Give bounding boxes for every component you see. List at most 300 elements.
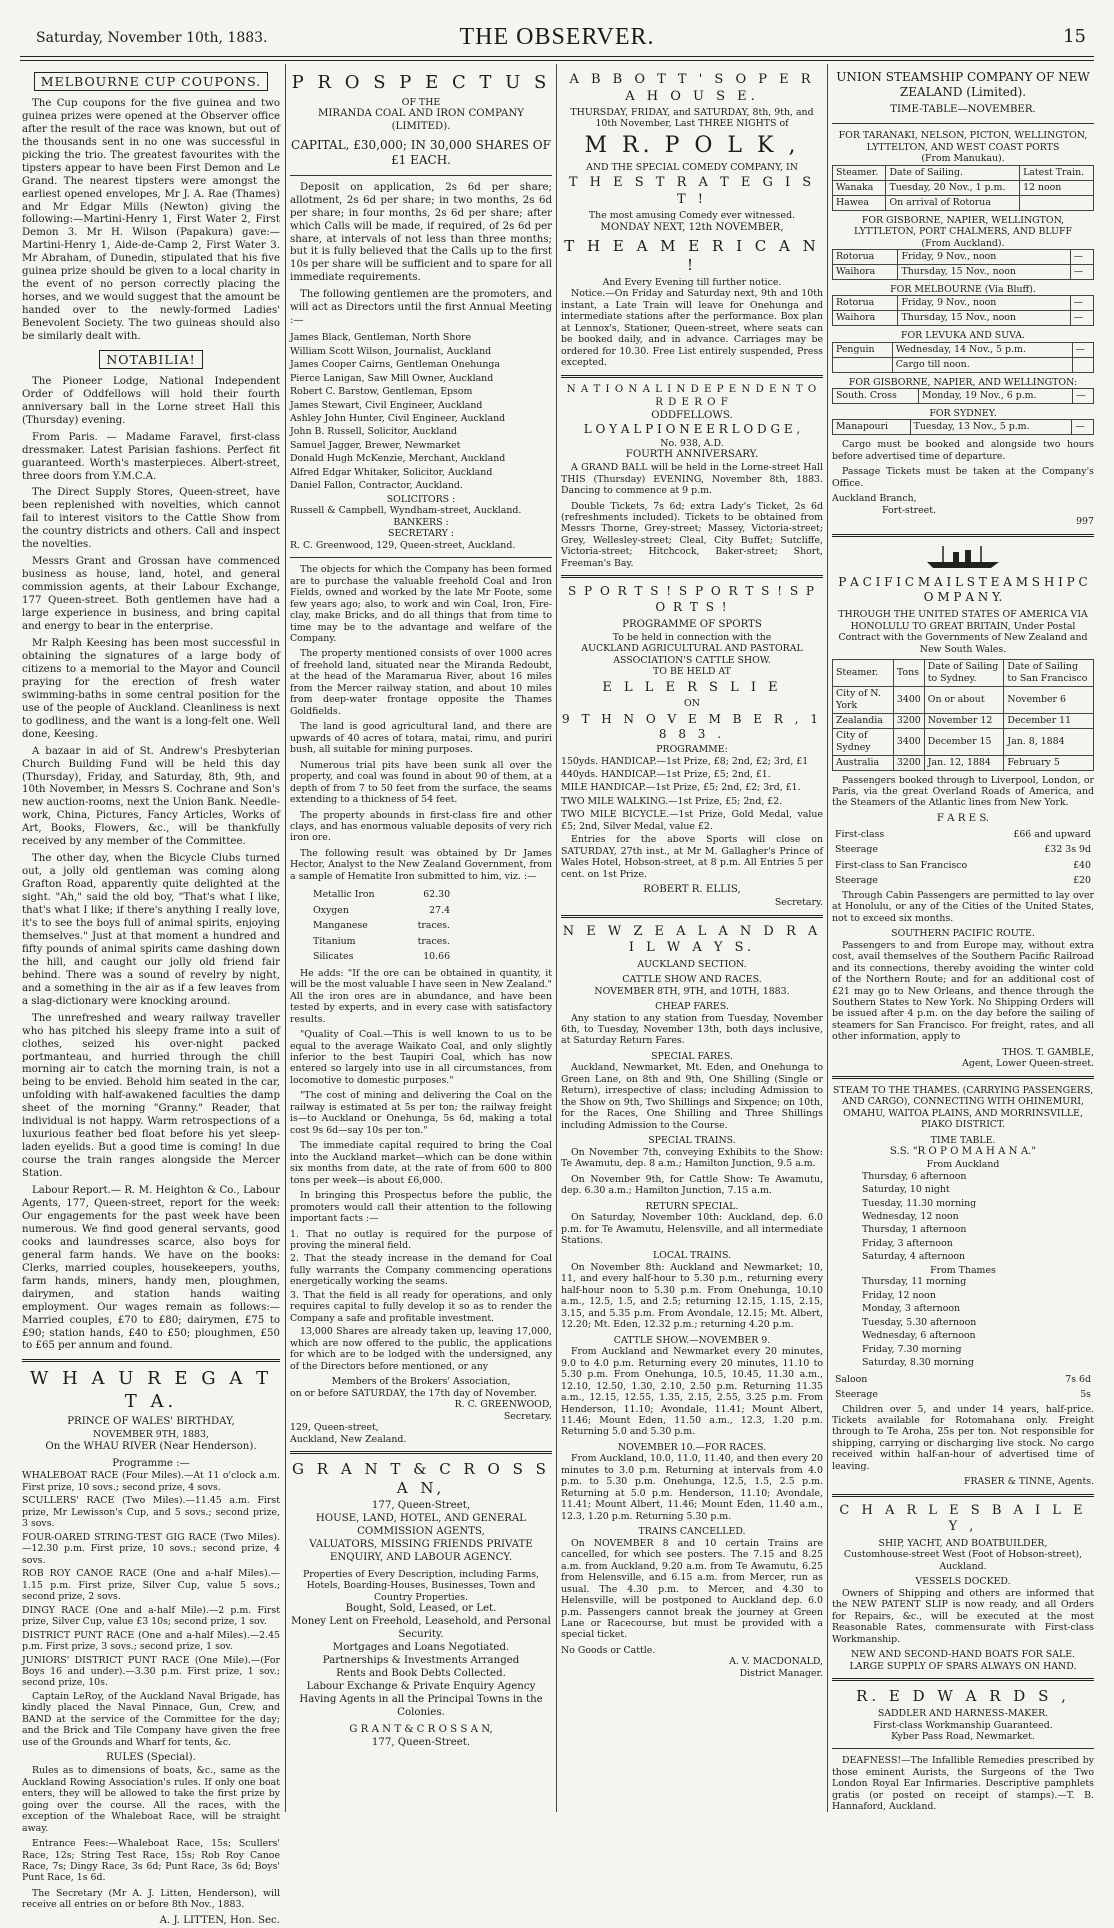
- cargo-note: Cargo must be booked and alongside two hours before advertised time of departure.: [832, 439, 1094, 462]
- promoter-item: Ashley John Hunter, Civil Engineer, Auckland: [290, 413, 506, 424]
- whau-regatta-title: W H A U R E G A T T A.: [29, 1368, 273, 1413]
- promoter-item: James Cooper Cairns, Gentleman Onehunga: [290, 359, 500, 371]
- connection-line: To be held in connection with the: [612, 631, 772, 643]
- fare-row: [834, 874, 1092, 887]
- gc-line: Having Agents in all the Principal Towns in the Colonies.: [299, 1693, 543, 1718]
- table-cell: Thursday, 15 Nov., noon: [898, 311, 1070, 326]
- sailing-row: [833, 420, 1094, 435]
- cancelled-text: On NOVEMBER 8 and 10 certain Trains are cancelled, for which see posters. The 7.15 and 8.25 a.m. from Auckland, 9.20 a.m. from Te Awamutu, 6.25 from Helensville, and 6.15 a.m. from Mercer, run as usual. The 4.30 p.m. to Mercer, and 4.30 to Helensville, will be postponed to Auckland dep. 6.0 p.m. Passengers cannot break the journey at Green Lane or Racecourse, but must be provided with a special ticket.: [561, 1537, 823, 1641]
- table-cell: Wednesday, 14 Nov., 5 p.m.: [892, 342, 1072, 357]
- sports-event-item: TWO MILE BICYCLE.—1st Prize, Gold Medal, value £5; 2nd, Silver Medal, value £2.: [561, 809, 823, 832]
- sailing-row: [833, 357, 1094, 372]
- abbott-dates: THURSDAY, FRIDAY, and SATURDAY, 8th, 9th, and 10th November, Last THREE NIGHTS of: [570, 107, 814, 130]
- bailey-address: Customhouse-street West (Foot of Hobson-street), Auckland.: [843, 1549, 1083, 1572]
- race-item: SCULLERS' RACE (Two Miles).—11.45 a.m. First prize, Mr Lewisson's Cup, and 5 sovs.; second prize, 3 sovs.: [22, 1495, 280, 1530]
- table-cell: Cargo till noon.: [892, 357, 1072, 372]
- analysis-element: Silicates: [313, 951, 354, 963]
- analysis-table: [310, 886, 453, 965]
- thames-steam-ad: STEAM TO THE THAMES. (CARRYING PASSENGERS, AND CARGO), CONNECTING WITH OHINEMURI, OMAHU, WAITOA PLAINS, AND MORRINSVILLE, PIAKO DISTRICT.: [832, 1084, 1094, 1131]
- table-cell: Friday, 9 Nov., noon: [898, 296, 1070, 311]
- cattle-nov9-text: From Auckland and Newmarket every 20 minutes, 9.0 to 4.0 p.m. Returning every 20 minutes, 11.10 to 5.30 p.m. From Onehunga, 10.5, 10.45, 11.30 a.m., 12.10, 12.50, 1.30, 2.10, 2.50 p.m. Returning 11.35 a.m., 12.15, 12.55, 1.35, 2.15, 2.55, 3.25 p.m. From Henderson, 11.10; Avondale, 11.41; Mount Albert, 11.46; Mount Eden, 11.50 a.m., 12.3, 1.20 p.m. Returning 5.0 and 5.30 p.m.: [561, 1346, 823, 1438]
- secretary-label: SECRETARY :: [388, 528, 454, 540]
- prospectus-of: OF THE: [401, 96, 441, 108]
- programme-label-sports: PROGRAMME:: [656, 744, 728, 756]
- notabilia-item: The unrefreshed and weary railway traveller who has pitched his sleepy frame into a suit of clothes, seized his over-night packed portmanteau, and hurried through the chill morning air to catch the morning train, is not a being to be envied. Behold him seated in the car, unfolding with half-awakened faculties the damp sheet of the morning "Granny." Reader, that individual is not happy. Warm retrospections of a luxurious feather bed float before his yet sleep-laden eyelids. But a good time is coming! In due course the train ranges alongside the Mercer Station.: [22, 1012, 280, 1180]
- programme-sports: PROGRAMME OF SPORTS: [622, 618, 762, 630]
- analysis-value: 62.30: [423, 889, 451, 901]
- fare-value: £40: [1073, 859, 1091, 871]
- special-fares-text: Auckland, Newmarket, Mt. Eden, and Onehunga to Green Lane, on 8th and 9th, One Shilling (Single or Return), irrespective of class; including Admission to the Show on 9th, Two Shillings and Sixpence; on 10th, for the Races, One Shilling and Three Shillings including Admission to the Course.: [561, 1062, 823, 1131]
- page-number: 15: [1063, 26, 1086, 47]
- ellerslie: E L L E R S L I E: [602, 679, 782, 695]
- ball-text: A GRAND BALL will be held in the Lorne-street Hall THIS (Thursday) EVENING, November 8th, 1883. Dancing to commence at 9 p.m.: [561, 462, 823, 497]
- table-header-cell: Date of Sailing to Sydney.: [924, 660, 1004, 687]
- sailing-row: [833, 250, 1094, 265]
- auckland-section: AUCKLAND SECTION.: [637, 958, 747, 970]
- pacific-row: [833, 713, 1094, 728]
- fireclay-text: The property abounds in first-class fire and other clays, and has enormous valuable deposits of very rich iron ore.: [290, 809, 552, 844]
- from-manukau: (From Manukau).: [921, 153, 1005, 165]
- macdonald-title: District Manager.: [739, 1667, 823, 1679]
- schedule-item: Thursday, 11 morning: [862, 1276, 967, 1288]
- fare-value: £20: [1073, 875, 1091, 887]
- column-2: [290, 70, 552, 1812]
- column-3: [561, 70, 823, 1812]
- lodge-number: No. 938, A.D.: [660, 437, 724, 449]
- ad-number: 997: [1076, 516, 1094, 528]
- passage-note: Passage Tickets must be taken at the Company's Office.: [832, 466, 1094, 489]
- cancelled-heading: TRAINS CANCELLED.: [638, 1526, 746, 1538]
- table-cell: November 12: [924, 713, 1004, 728]
- secretary-note: The Secretary (Mr A. J. Litten, Henderson), will receive all entries on or before 8th Nov., 1883.: [22, 1887, 280, 1911]
- quality-text: "Quality of Coal.—This is well known to us to be equal to the average Waikato Coal, and only slightly inferior to the best Taupiri Coal, which has now entered so largely into use in all circumstances, from locomotive to domestic purposes.": [290, 1029, 552, 1086]
- table-header-cell: Date of Sailing.: [886, 165, 1020, 180]
- bailey-trade: SHIP, YACHT, AND BOATBUILDER,: [878, 1537, 1048, 1549]
- fourth-anniversary: FOURTH ANNIVERSARY.: [625, 449, 759, 461]
- local-trains-heading: LOCAL TRAINS.: [652, 1250, 732, 1262]
- table-cell: —: [1070, 250, 1093, 265]
- fact-item: 2. That the steady increase in the demand for Coal fully warrants the Company commencing operations energetically working the seams.: [290, 1253, 552, 1288]
- race-item: ROB ROY CANOE RACE (One and a-half Miles).—1.15 p.m. First prize, Silver Cup, value 5 sovs.; second prize, 2 sovs.: [22, 1568, 280, 1603]
- table-cell: —: [1070, 264, 1093, 279]
- rules-heading: RULES (Special).: [106, 1752, 196, 1764]
- table-cell: Thursday, 15 Nov., noon: [898, 264, 1070, 279]
- column-divider: [285, 64, 286, 1812]
- ropomahana-title: S.S. "R O P O M A H A N A.": [889, 1146, 1037, 1158]
- gc-signature-address: 177, Queen-Street.: [371, 1736, 471, 1748]
- solicitors-label: SOLICITORS :: [386, 493, 456, 505]
- prospectus-address: 129, Queen-street, Auckland, New Zealand.: [290, 1422, 407, 1445]
- column-divider: [556, 64, 557, 1812]
- schedule-item: Saturday, 4 afternoon: [862, 1251, 966, 1263]
- sports-events: [561, 756, 823, 833]
- gc-line: Bought, Sold, Leased, or Let.: [345, 1603, 497, 1615]
- table-cell: Jan. 8, 1884: [1004, 728, 1094, 755]
- taranaki-route: FOR TARANAKI, NELSON, PICTON, WELLINGTON, LYTTELTON, AND WEST COAST PORTS: [838, 130, 1088, 153]
- saloon-fares: [832, 1371, 1094, 1404]
- fares-heading: F A R E S.: [936, 812, 990, 824]
- table-cell: —: [1072, 420, 1094, 435]
- time-table-label: TIME TABLE.: [930, 1134, 996, 1146]
- strategist-title: T H E S T R A T E G I S T !: [568, 175, 816, 207]
- fare-value: 7s 6d: [1065, 1373, 1091, 1385]
- spars-line: LARGE SUPPLY OF SPARS ALWAYS ON HAND.: [849, 1660, 1077, 1672]
- cup-coupons-text: The Cup coupons for the five guinea and two guinea prizes were opened at the Observer office after the result of the race was known, but out of the thousands sent in no one was successful in picking the trio. The greatest favourites with the tipsters appear to have been First Demon and Le Grand. The nearest tipsters were amongst the earliest opened envelopes, Mr J. A. Rae (Thames) and Mr Edgar Mills (Newton) giving the following:—Martini-Henry 1, First Water 2, First Demon 3. Mr H. Wilson (Papakura) gave:—Martini-Henry 1, Aide-de-Camp 2, First Water 3. Mr Abraham, of Dunedin, stipulated that his five guinea prize should be given to a local charity in the event of no person correctly placing the horses, and we would suggest that the amount be handed over to the newly-formed Ladies' Benevolent Society. The two guineas should also be similarly dealt with.: [22, 97, 280, 343]
- analysis-row: [312, 950, 451, 963]
- gisborne-napier-route: FOR GISBORNE, NAPIER, AND WELLINGTON:: [848, 376, 1078, 388]
- grant-crossan-title: G R A N T & C R O S S A N,: [292, 1459, 550, 1498]
- to-be-held: TO BE HELD AT: [653, 666, 731, 678]
- pacific-row: [833, 686, 1094, 713]
- special-train-1: On November 7th, conveying Exhibits to the Show: Te Awamutu, dep. 8 a.m.; Hamilton Junction, 9.5 a.m.: [561, 1146, 823, 1170]
- amusing-line: The most amusing Comedy ever witnessed.: [588, 210, 796, 222]
- fraser-tinne: FRASER & TINNE, Agents.: [963, 1476, 1094, 1488]
- cattle-nov9-heading: CATTLE SHOW.—NOVEMBER 9.: [613, 1334, 771, 1346]
- table-cell: Hawea: [833, 195, 886, 210]
- schedule-item: Friday, 3 afternoon: [862, 1237, 953, 1249]
- southern-route-heading: SOUTHERN PACIFIC ROUTE.: [891, 928, 1035, 940]
- tickets-text: Double Tickets, 7s 6d; extra Lady's Ticket, 2s 6d (refreshments included). Tickets to be obtained from Messrs Thorne, Grey-street; Massey, Victoria-street; Grey, Wellesley-street; Cleal, City Buffet; Sutcliffe, Victoria-street; Hitchcock, Baker-street; Short, Freeman's Bay.: [561, 500, 823, 569]
- table-cell: Manapouri: [833, 420, 911, 435]
- southern-route-text: Passengers to and from Europe may, without extra cost, avail themselves of the Southern Pacific Railroad and its connections, thereby avoiding the winter cold of the Northern Route; and for an additional cost of £21 may go to New Orleans, and thence through the Southern States to New York. No Shipping Orders will be issued after 4 p.m. on the day before the sailing of steamers for San Francisco. For freight, rates, and all other information, apply to: [832, 939, 1094, 1043]
- edwards-guarantee: First-class Workmanship Guaranteed.: [873, 1719, 1053, 1731]
- property-text: The property mentioned consists of over 1000 acres of freehold land, situated near the Miranda Redoubt, at the head of the Maramarua River, about 16 miles from the Mercer railway station, and about 10 miles from deep-water frontage opposite the Thames Goldfields.: [290, 648, 552, 717]
- cattle-show-races: CATTLE SHOW AND RACES.: [622, 974, 762, 986]
- notabilia-item: The Direct Supply Stores, Queen-street, have been replenished with novelties, which cannot fail to interest visitors to the Cattle Show from the country districts and others. Call and inspect the novelties.: [22, 487, 280, 551]
- cheap-fares-heading: CHEAP FARES.: [655, 1001, 729, 1013]
- table-cell: 3200: [893, 755, 924, 770]
- masthead-title: THE OBSERVER.: [459, 24, 655, 50]
- whau-date: NOVEMBER 9TH, 1883,: [93, 1429, 209, 1441]
- table-cell: 3400: [893, 686, 924, 713]
- table-cell: On arrival of Rotorua: [886, 195, 1020, 210]
- table-cell: On or about: [924, 686, 1004, 713]
- table-cell: December 15: [924, 728, 1004, 755]
- whau-subtitle: PRINCE OF WALES' BIRTHDAY,: [67, 1416, 235, 1428]
- through-cabin-note: Through Cabin Passengers are permitted to lay over at Honolulu, or any of the Cities of the United States, not to exceed six months.: [832, 889, 1094, 924]
- schedule-item: Monday, 3 afternoon: [862, 1303, 961, 1315]
- fare-row: [834, 843, 1092, 856]
- promoter-item: Robert C. Barstow, Gentleman, Epsom: [290, 386, 473, 398]
- sailing-row: [833, 311, 1094, 326]
- bringing-text: In bringing this Prospectus before the public, the promoters would call their attention to the following important facts :—: [290, 1190, 552, 1225]
- table-cell: —: [1070, 296, 1093, 311]
- fare-label: Saloon: [835, 1373, 868, 1385]
- rules-text: Rules as to dimensions of boats, &c., same as the Auckland Rowing Association's rules. If only one boat enters, they will be allowed to take the first prize by going over the course. All the races, with the exception of the Whaleboat Race, will be straight away.: [22, 1765, 280, 1834]
- race-item: DISTRICT PUNT RACE (One and a-half Miles).—2.45 p.m. First prize, 3 sovs.; second prize, 1 sov.: [22, 1629, 280, 1653]
- table-cell: Rotorua: [833, 250, 898, 265]
- notabilia-heading: NOTABILIA!: [99, 350, 202, 369]
- macdonald-sig: A. V. MACDONALD,: [729, 1656, 823, 1668]
- race-item: FOUR-OARED STRING-TEST GIG RACE (Two Miles).—12.30 p.m. First prize, 10 sovs.; second prize, 4 sovs.: [22, 1531, 280, 1566]
- fare-label: First-class: [835, 828, 885, 840]
- charles-bailey-title: C H A R L E S B A I L E Y ,: [839, 1502, 1087, 1535]
- analysis-element: Metallic Iron: [313, 889, 375, 901]
- fact-item: 3. That the field is all ready for operations, and only requires capital to fully develop it so as to render the Company a safe and profitable investment.: [290, 1289, 552, 1324]
- sailing-row: [833, 342, 1094, 357]
- notabilia-item: A bazaar in aid of St. Andrew's Presbyterian Church Building Fund will be held this day (Thursday), Friday, and Saturday, 8th, 9th, and 10th November, in Messrs S. Cochrane and Son's new auction-rooms, next the Union Bank. Needle-work, China, Pictures, Fancy Articles, Works of Art, Books, Flowers, &c., will be thankfully received by any member of the Committee.: [22, 745, 280, 848]
- analysis-row: [312, 888, 451, 901]
- company-name: MIRANDA COAL AND IRON COMPANY: [317, 108, 525, 120]
- sailing-row: [833, 296, 1094, 311]
- table-cell: —: [1070, 311, 1093, 326]
- schedule-from-auckland: [832, 1171, 1094, 1263]
- table-cell: Friday, 9 Nov., noon: [898, 250, 1070, 265]
- cup-coupons-heading: MELBOURNE CUP COUPONS.: [34, 72, 268, 91]
- promoter-item: James Black, Gentleman, North Shore: [290, 332, 472, 344]
- edwards-address: Kyber Pass Road, Newmarket.: [891, 1730, 1035, 1742]
- gc-line: HOUSE, LAND, HOTEL, AND GENERAL COMMISSION AGENTS,: [315, 1513, 527, 1537]
- column-4: [832, 70, 1094, 1812]
- pacific-sailing-table: [832, 659, 1094, 771]
- table-cell: Tuesday, 20 Nov., 1 p.m.: [886, 180, 1020, 195]
- gamble-title: Agent, Lower Queen-street.: [962, 1058, 1094, 1070]
- notabilia-item: From Paris. — Madame Faravel, first-class dressmaker. Latest Parisian fashions. Perfect fit guaranteed. Worth's masterpieces. Albert-street, three doors from Y.M.C.A.: [22, 431, 280, 482]
- nz-railways-title: N E W Z E A L A N D R A I L W A Y S.: [562, 923, 822, 956]
- special-trains-heading: SPECIAL TRAINS.: [648, 1135, 736, 1147]
- fares-table: [832, 826, 1094, 890]
- schedule-item: Wednesday, 12 noon: [862, 1210, 959, 1222]
- prospectus-title: P R O S P E C T U S: [291, 72, 551, 93]
- local-trains-text: On November 8th: Auckland and Newmarket; 10, 11, and every half-hour to 5.30 p.m., returning every half-hour noon to 5.30 p.m. From Onehunga, 10.10 a.m., 12.5, 1.5, and 2.5; returning 12.15, 1.15, 2.15, 3.15, and 5.35 p.m. From Avondale, 12.15; Mt. Albert, 12.20; Mt. Eden, 12.32 p.m.; returning 4.20 p.m.: [561, 1261, 823, 1331]
- race-item: JUNIORS' DISTRICT PUNT RACE (One Mile).—(For Boys 16 and under).—3.30 p.m. First prize, 1 sov.; second prize, 10s.: [22, 1654, 280, 1689]
- mr-polk: M R. P O L K ,: [584, 132, 800, 158]
- promoter-item: Alfred Edgar Whitaker, Solicitor, Auckland: [290, 466, 493, 478]
- promoters-list: [290, 332, 552, 492]
- solicitors-value: Russell & Campbell, Wyndham-street, Auckland.: [290, 505, 522, 517]
- abbott-opera-title: A B B O T T ' S O P E R A H O U S E.: [569, 72, 815, 104]
- table-header-cell: Steamer.: [833, 165, 886, 180]
- company-limited: (LIMITED).: [391, 121, 451, 133]
- fare-value: £66 and upward: [1013, 828, 1091, 840]
- issue-date: Saturday, November 10th, 1883.: [36, 30, 268, 46]
- analysis-value: 10.66: [423, 951, 451, 963]
- secretary-value: R. C. Greenwood, 129, Queen-street, Auckland.: [290, 539, 516, 551]
- fare-label: Steerage: [835, 844, 878, 856]
- schedule-item: Wednesday, 6 afternoon: [862, 1330, 976, 1342]
- sports-event-item: 440yds. HANDICAP.—1st Prize, £5; 2nd, £1.: [561, 769, 771, 781]
- table-cell: 12 noon: [1020, 180, 1094, 195]
- edwards-title: R. E D W A R D S ,: [856, 1686, 1070, 1705]
- oddfellows-order: N A T I O N A L I N D E P E N D E N T O R D E R O F: [566, 383, 818, 408]
- pacific-row: [833, 755, 1094, 770]
- race-list: [22, 1470, 280, 1688]
- table-cell: [1020, 195, 1094, 210]
- analysis-value: 27.4: [429, 904, 451, 916]
- hector-text: The following result was obtained by Dr James Hector, Analyst to the New Zealand Government, from a sample of Hematite Iron submitted to him, viz. :—: [290, 847, 552, 882]
- owners-text: Owners of Shipping and others are informed that the NEW PATENT SLIP is now ready, and all Orders for Repairs, &c., will be executed at the most Reasonable Rates, commensurate with First-class Workmanship.: [832, 1587, 1094, 1645]
- table-cell: —: [1073, 389, 1094, 404]
- nov10-heading: NOVEMBER 10.—FOR RACES.: [617, 1441, 767, 1453]
- notabilia-item: The Pioneer Lodge, National Independent Order of Oddfellows will hold their fourth anniversary ball in the Lorne street Hall this (Thursday) evening.: [22, 375, 280, 426]
- promoter-item: John B. Russell, Solicitor, Auckland: [290, 426, 458, 438]
- table-cell: 3200: [893, 713, 924, 728]
- table-header-cell: Date of Sailing to San Francisco: [1004, 660, 1094, 687]
- members-line: Members of the Brokers' Association,: [331, 1376, 511, 1388]
- notabilia-item: Mr Ralph Keesing has been most successful in obtaining the signatures of a large body of citizens to a memorial to the Mayor and Council praying for the erection of fresh water swimming-baths in some central position for the use of the people of Auckland. Cleanliness is next to godliness, and the want is a long-felt one. Well done, Keesing.: [22, 637, 280, 740]
- nov9-date: 9 T H N O V E M B E R , 1 8 8 3 .: [562, 711, 822, 741]
- fare-label: Steerage: [835, 875, 878, 887]
- melbourne-route: FOR MELBOURNE (Via Bluff).: [890, 283, 1036, 295]
- promoters-intro: The following gentlemen are the promoters, and will act as Directors until the first Annual Meeting :—: [290, 289, 552, 327]
- pits-text: Numerous trial pits have been sunk all over the property, and coal was found in about 90 of them, at a depth of from 7 to 50 feet from the surface, the seams extending to a thickness of 54 feet.: [290, 759, 552, 806]
- nov10-text: From Auckland, 10.0, 11.0, 11.40, and then every 20 minutes to 3.0 p.m. Returning at intervals from 4.0 p.m. to 5.30 p.m. Onehunga, 12.5, 1.5, 2.5 p.m. Returning at 5.0 p.m. Henderson, 11.10; Avondale, 11.41; Mount Albert, 11.46; Mount Eden, 11.40 a.m., 12.3, 1.20 p.m. Returning 5.30 p.m.: [561, 1453, 823, 1522]
- shares-text: 13,000 Shares are already taken up, leaving 17,000, which are now offered to the public, the applications for which are to be lodged with the undersigned, any of the Directors before mentioned, or any: [290, 1326, 552, 1372]
- gc-address: 177, Queen-Street,: [371, 1500, 471, 1512]
- saturday-line: on or before SATURDAY, the 17th day of November.: [290, 1387, 537, 1399]
- schedule-item: Saturday, 8.30 morning: [862, 1357, 974, 1369]
- return-special-text: On Saturday, November 10th: Auckland, dep. 6.0 p.m. for Te Awamutu, Helensville, and all intermediate Stations.: [561, 1212, 823, 1246]
- loyal-pioneer: L O Y A L P I O N E E R L O D G E ,: [583, 422, 801, 437]
- sailing-table: [832, 342, 1094, 373]
- schedule-item: Saturday, 10 night: [862, 1184, 950, 1196]
- schedule-item: Friday, 7.30 morning: [862, 1343, 962, 1355]
- abbott-notice: Notice.—On Friday and Saturday next, 9th and 10th instant, a Late Train will leave for Onehunga and intermediate stations after the performance. Box plan at Lennox's, Stationer, Queen-street, where seats can be booked daily, and in advance. Carriages may be ordered for 10.30. Free List entirely suspended, Press excepted.: [561, 288, 823, 369]
- table-cell: 3400: [893, 728, 924, 755]
- union-steamship-title: UNION STEAMSHIP COMPANY OF NEW ZEALAND (Limited).: [836, 70, 1090, 100]
- table-cell: Waihora: [833, 264, 898, 279]
- gc-line: Mortgages and Loans Negotiated.: [332, 1642, 510, 1654]
- promoter-item: William Scott Wilson, Journalist, Auckland: [290, 345, 492, 357]
- american-title: T H E A M E R I C A N !: [564, 236, 820, 274]
- analysis-row: [312, 919, 451, 932]
- table-cell: Monday, 19 Nov., 6 p.m.: [919, 389, 1073, 404]
- greenwood-title: Secretary.: [503, 1410, 552, 1422]
- deafness-ad: DEAFNESS!—The Infallible Remedies prescribed by those eminent Aurists, the Surgeons of the Two London Royal Ear Infirmaries. Descriptive pamphlets gratis (or posted on receipt of stamps).—T. B. Hannaford, Auckland.: [832, 1755, 1094, 1813]
- sailing-table: [832, 165, 1094, 211]
- whau-note: Captain LeRoy, of the Auckland Naval Brigade, has kindly placed the Naval Pinnace, Gun, Crew, and BAND at the service of the Committee for the day; and the Brick and Tile Company have given the free use of the Grounds and Wharf for tents, &c.: [22, 1690, 280, 1748]
- ellis-sig: ROBERT R. ELLIS,: [643, 884, 741, 896]
- entries-text: Entries for the above Sports will close on SATURDAY, 27th inst., at Mr M. Gallagher's Prince of Wales Hotel, Hobson-street, at 8 p.m. All Entries 5 per cent. on 1st Prize.: [561, 834, 823, 880]
- header-rule: [20, 56, 1094, 57]
- column-1: [22, 70, 280, 1926]
- table-header-cell: Steamer.: [833, 660, 894, 687]
- schedule-item: Thursday, 1 afternoon: [862, 1224, 967, 1236]
- analysis-element: Manganese: [313, 920, 368, 932]
- fare-value: £32 3s 9d: [1044, 844, 1091, 856]
- signature: A. J. LITTEN, Hon. Sec.: [159, 1914, 280, 1926]
- sports-title: S P O R T S ! S P O R T S ! S P O R T S !: [568, 584, 816, 614]
- fare-row: [834, 859, 1092, 872]
- table-cell: Rotorua: [833, 296, 898, 311]
- promoter-item: Pierce Lanigan, Saw Mill Owner, Auckland: [290, 372, 494, 384]
- promoter-item: Samuel Jagger, Brewer, Newmarket: [290, 439, 461, 451]
- fare-row: [834, 828, 1092, 841]
- capital-line: CAPITAL, £30,000; IN 30,000 SHARES OF £1 EACH.: [291, 138, 551, 168]
- fare-value: 5s: [1080, 1389, 1091, 1401]
- sailing-row: [833, 180, 1094, 195]
- no-goods: No Goods or Cattle.: [561, 1644, 656, 1656]
- special-train-2: On November 9th, for Cattle Show: Te Awamutu, dep. 6.30 a.m.; Hamilton Junction, 7.15 a.m.: [561, 1173, 823, 1197]
- nov-dates: NOVEMBER 8TH, 9TH, and 10TH, 1883.: [594, 985, 790, 997]
- analysis-value: traces.: [417, 920, 451, 932]
- fare-label: Steerage: [835, 1389, 878, 1401]
- sports-event-item: TWO MILE WALKING.—1st Prize, £5; 2nd, £2.: [561, 795, 783, 807]
- ellis-title: Secretary.: [774, 897, 823, 909]
- table-header-cell: Tons: [893, 660, 924, 687]
- sailing-table: [832, 388, 1094, 404]
- branch-line: Auckland Branch,: [832, 493, 917, 505]
- header-rule-double: [20, 60, 1094, 61]
- sailing-row: [833, 389, 1094, 404]
- levuka-route: FOR LEVUKA AND SUVA.: [900, 330, 1026, 342]
- gc-line: Partnerships & Investments Arranged: [322, 1655, 520, 1667]
- edwards-trade: SADDLER AND HARNESS-MAKER.: [877, 1708, 1049, 1720]
- gc-line: Labour Exchange & Private Enquiry Agency: [306, 1680, 536, 1692]
- gc-line: VALUATORS, MISSING FRIENDS PRIVATE ENQUIRY, AND LABOUR AGENCY.: [309, 1538, 533, 1563]
- table-cell: [1072, 357, 1094, 372]
- table-header-cell: Latest Train.: [1020, 165, 1094, 180]
- on-line: ON: [684, 698, 700, 710]
- gc-line: Rents and Book Debts Collected.: [336, 1668, 506, 1679]
- fact-item: 1. That no outlay is required for the purpose of proving the mineral field.: [290, 1228, 552, 1251]
- sports-event-item: 150yds. HANDICAP.—1st Prize, £8; 2nd, £2; 3rd, £1: [561, 755, 809, 767]
- table-cell: November 6: [1004, 686, 1094, 713]
- from-auckland: (From Auckland).: [921, 237, 1005, 249]
- whau-location: On the WHAU RIVER (Near Henderson).: [45, 1440, 257, 1452]
- table-cell: Zealandia: [833, 713, 894, 728]
- sydney-route: FOR SYDNEY.: [929, 408, 997, 420]
- sailing-row: [833, 264, 1094, 279]
- schedule-item: Tuesday, 11.30 morning: [862, 1197, 977, 1209]
- return-special-heading: RETURN SPECIAL.: [645, 1200, 739, 1212]
- oddfellows: ODDFELLOWS.: [651, 409, 733, 421]
- table-cell: Tuesday, 13 Nov., 5 p.m.: [910, 420, 1072, 435]
- table-cell: Australia: [833, 755, 894, 770]
- promoter-item: James Stewart, Civil Engineer, Auckland: [290, 399, 483, 411]
- table-cell: [833, 357, 893, 372]
- greenwood-sig: R. C. GREENWOOD,: [454, 1399, 552, 1411]
- fort-street: Fort-street.: [882, 504, 936, 516]
- sailing-table: [832, 419, 1094, 435]
- table-cell: Wanaka: [833, 180, 886, 195]
- gamble-sig: THOS. T. GAMBLE,: [1002, 1046, 1094, 1058]
- gc-line: Money Lent on Freehold, Leasehold, and Personal Security.: [291, 1616, 551, 1641]
- special-fares-heading: SPECIAL FARES.: [651, 1050, 733, 1062]
- programme-label: Programme :—: [112, 1457, 190, 1469]
- every-evening: And Every Evening till further notice.: [602, 276, 782, 288]
- table-cell: Waihora: [833, 311, 898, 326]
- schedule-item: Tuesday, 5.30 afternoon: [862, 1316, 977, 1328]
- bankers-label: BANKERS :: [393, 516, 449, 528]
- timetable-heading: TIME-TABLE—NOVEMBER.: [890, 104, 1036, 116]
- steamship-illustration: [832, 543, 1094, 571]
- sailing-table: [832, 295, 1094, 326]
- from-thames-label: From Thames: [930, 1264, 996, 1276]
- schedule-item: Friday, 12 noon: [862, 1289, 936, 1301]
- sailing-table: [832, 249, 1094, 280]
- boats-for-sale: NEW AND SECOND-HAND BOATS FOR SALE.: [850, 1649, 1076, 1661]
- schedule-from-thames: [832, 1276, 1094, 1368]
- promoter-item: Donald Hugh McKenzie, Merchant, Auckland: [290, 453, 506, 465]
- gc-signature: G R A N T & C R O S S A N,: [349, 1723, 493, 1735]
- fare-label: First-class to San Francisco: [835, 859, 968, 871]
- pacific-row: [833, 728, 1094, 755]
- children-note: Children over 5, and under 14 years, half-price. Tickets available for Rotomahana only. Freight through to Te Aroha, 25s per ton. Not responsible for shipping, carrying or discharging live stock. No cargo received within half-an-hour of advertised time of leaving.: [832, 1403, 1094, 1472]
- table-cell: December 11: [1004, 713, 1094, 728]
- analysis-element: Titanium: [313, 935, 356, 947]
- monday-line: MONDAY NEXT, 12th NOVEMBER,: [600, 221, 784, 233]
- gc-line: Properties of Every Description, including Farms, Hotels, Boarding-Houses, Businesses, Town and Country Properties.: [302, 1568, 540, 1603]
- fare-row: [834, 1388, 1092, 1401]
- table-cell: February 5: [1004, 755, 1094, 770]
- race-item: DINGY RACE (One and a-half Mile).—2 p.m. First prize, Silver Cup, value £3 10s; second prize, 1 sov.: [22, 1604, 280, 1628]
- deposit-text: Deposit on application, 2s 6d per share; allotment, 2s 6d per share; in two months, 2s 6d per share; in four months, 2s 6d per share; after which Calls will be made, if required, of 2s 6d per share, at intervals of not less than three months; but it is fully believed that the Calls up to the first 10s per share will be sufficient and to spare for all immediate requirements.: [290, 181, 552, 284]
- hector-quote: He adds: "If the ore can be obtained in quantity, it will be the most valuable I have seen in New Zealand." All the iron ores are in abundance, and have been tested by experts, and in every case with satisfactory results.: [290, 967, 552, 1025]
- table-cell: South. Cross: [833, 389, 919, 404]
- table-cell: City of Sydney: [833, 728, 894, 755]
- capital-text: The immediate capital required to bring the Coal into the Auckland market—which can be done within six months from date, at the rate of from 600 to 800 tons per week—is about £6,000.: [290, 1140, 552, 1186]
